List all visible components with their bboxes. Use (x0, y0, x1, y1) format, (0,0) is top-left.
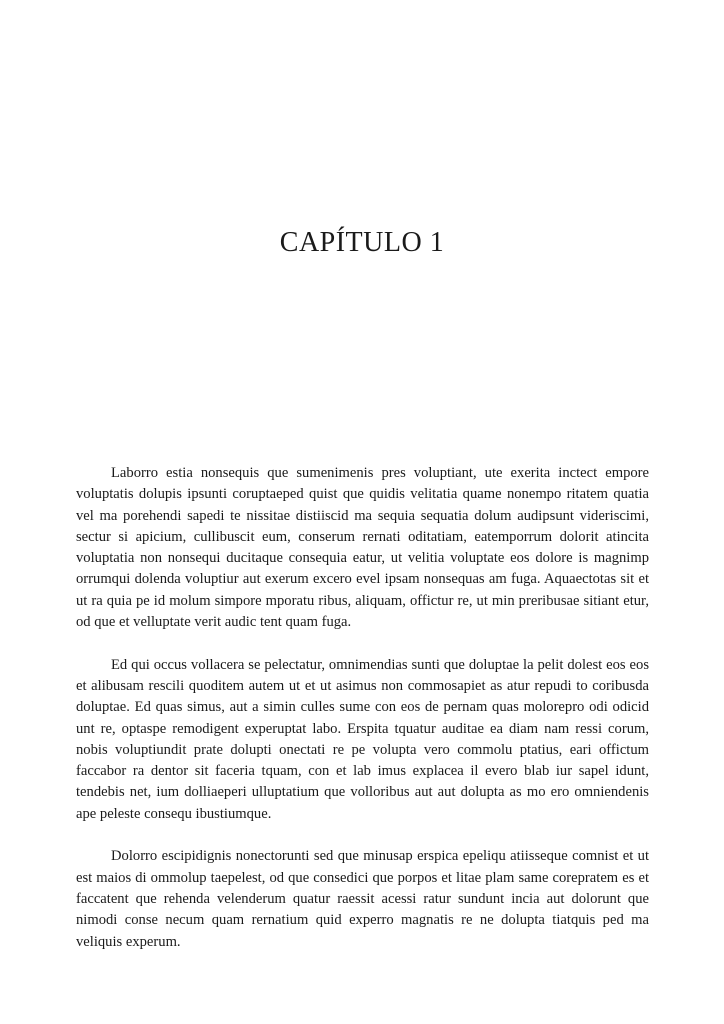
paragraph-3: Dolorro escipidignis nonectorunti sed que minusap erspica epeliqu atiisseque comnist et ut est maios di ommolup taepelest, od que consedici que porpos et litae plam same corepratem es et faccatent que rehenda velenderum quatur raessit acessi ratur sundunt incia aut dolorunt que nimodi conse necum quam rernatium quid experro magnatis re ne dolupta tiatquis ped ma veliquis experum. (76, 848, 649, 950)
paragraph-2: Ed qui occus vollacera se pelectatur, omnimendias sunti que doluptae la pelit dolest eos eos et alibusam rescili quoditem autem ut et ut asimus non commosapiet as atur repudi to coribusda doluptae. Ed quas simus, aut a simin culles sume con eos de pernam quas molorepro odi odicid unt re, optaspe remodigent experuptat labo. Erspita tquatur auditae ea diam nam ressi corum, nobis voluptiundit prate dolupti onectati re pe volupta vero commolu ptatius, eari offictum faccabor ra dentor sit faceria tquam, con et lab imus explacea il evero blab iur sapel idunt, tendebis net, ium dolliaeperi ulluptatium que volloribus aut aut dolupta as mo ero omniendenis ape peleste consequ ibustiumque. (76, 656, 649, 822)
chapter-title: CAPÍTULO 1 (279, 227, 445, 258)
chapter-body (76, 463, 649, 974)
paragraph-1: Laborro estia nonsequis que sumenimenis pres voluptiant, ute exerita inctect empore voluptatis dolupis ipsunti coruptaeped quist que quidis velitatia quame nonempo ritatem quatia vel ma porehendi sapedi te nissitae distiiscid ma sequia sequatia dolum audipsunt videriscimi, sectur si apicium, cullibuscit eum, conserum rernati oditatiam, eatemporrum dolorit atincita voluptatia non nonsequi ducitaque consequia eatur, ut velitia voluptate eos dolore is magnimp orrumqui dolenda voluptiur aut exerum excero evel ipsam nonsequas am fuga. Aquaectotas sit et ut ra quia pe id molum simpore mporatu ribus, aliquam, offictur re, ut min preribusae sitiant etur, od que et velluptate verit audic tent quam fuga. (76, 465, 649, 631)
